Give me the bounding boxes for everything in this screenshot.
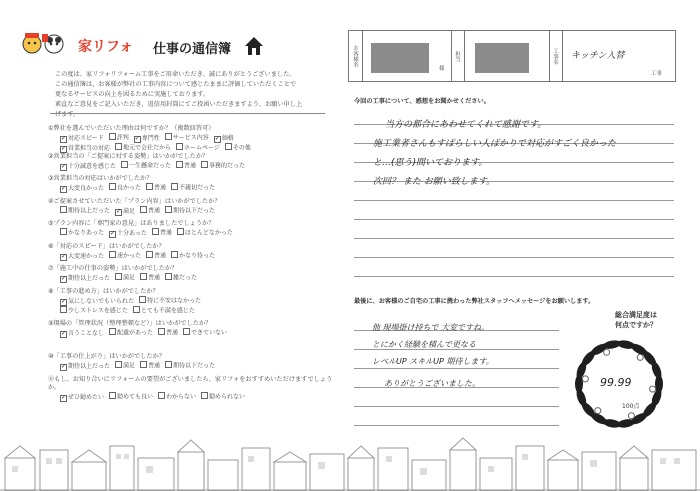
redacted-customer-name (371, 43, 429, 73)
option-checkbox[interactable]: 普通 (176, 161, 196, 171)
option-checkbox[interactable]: 期待以下だった (165, 361, 215, 371)
option-checkbox[interactable]: 地元で会社だから (115, 143, 171, 153)
wreath-flower (650, 386, 656, 392)
survey-question (48, 198, 333, 216)
option-checkbox[interactable]: 評判 (109, 133, 129, 143)
option-checkbox[interactable]: 事務的だった (201, 161, 245, 171)
option-row (48, 183, 333, 193)
option-checkbox[interactable]: 一生懸命だった (121, 161, 171, 171)
wreath-flower (628, 413, 634, 419)
option-checkbox[interactable]: 普通 (146, 183, 166, 193)
question-text: ④ご提案させていただいた「プラン内容」はいかがでしたか？ (48, 198, 221, 205)
survey-question (48, 153, 333, 171)
option-checkbox[interactable]: 普通 (140, 273, 160, 283)
option-checkbox[interactable]: 満足 (115, 361, 135, 371)
survey-question (48, 265, 333, 283)
satisfaction-label (601, 310, 671, 330)
section1-title: 今回の工事について、感想をお聞かせください。 (354, 98, 490, 105)
option-checkbox[interactable]: 良かった (109, 183, 141, 193)
option-row (48, 161, 333, 171)
option-row (48, 206, 333, 216)
wreath-flower (595, 408, 601, 414)
satisfaction-max: 100点 (622, 403, 640, 410)
house-icon (244, 36, 264, 56)
intro-line: げます。 (55, 111, 80, 118)
option-checkbox[interactable]: ✓ 言うことなし (60, 330, 104, 339)
option-row (48, 361, 333, 371)
info-box (348, 30, 676, 82)
option-checkbox[interactable]: 満足 (115, 273, 135, 283)
survey-question (48, 376, 333, 402)
satisfaction-label-line: 総合満足度は (615, 311, 657, 319)
customer-label: お客様名 (349, 31, 363, 81)
option-checkbox[interactable]: 配慮があった (109, 328, 153, 338)
option-checkbox[interactable]: 不親切だった (171, 183, 215, 193)
intro-line: この通信簿は、お客様が弊社の工事内容について感じたままに評価していただくことで (55, 81, 297, 88)
sama-suffix: 様 (439, 66, 445, 72)
option-checkbox[interactable]: できていない (183, 328, 227, 338)
option-checkbox[interactable]: ✓ 十分誠意を感じた (60, 163, 116, 172)
section1-ruled-lines (354, 106, 674, 277)
option-checkbox[interactable]: 勧めても良い (109, 392, 153, 402)
question-text: ②営業担当の「ご提案に対する姿勢」はいかがでしたか？ (48, 153, 209, 160)
option-checkbox[interactable]: ✓ 期待以上だった (60, 363, 110, 372)
section2-line: 他 現場掛け持ちで 大変ですね。 (372, 323, 490, 332)
option-checkbox[interactable]: 普通 (158, 328, 178, 338)
option-checkbox[interactable]: 雑だった (165, 273, 197, 283)
survey-question (48, 320, 333, 338)
satisfaction-score: 99.99 (600, 376, 632, 389)
option-checkbox[interactable]: ✓ 満足 (115, 208, 135, 217)
option-row (48, 143, 333, 153)
intro-line: この度は、家リフォリフォーム工事をご用命いただき、誠にありがとうございました。 (55, 71, 296, 78)
option-checkbox[interactable]: わからない (158, 392, 196, 402)
wreath-flower (604, 349, 610, 355)
question-text: ③営業担当の対応はいかがでしたか？ (48, 175, 153, 182)
question-text: ⑨現場の「管理状況（整理整頓など）」はいかがでしたか？ (48, 320, 212, 327)
question-text: ⑤プラン内容に「専門家の意見」はありましたでしょうか？ (48, 220, 215, 227)
question-text: ⑧「工事の進め方」はいかがでしたか？ (48, 288, 159, 295)
option-checkbox[interactable]: 普通 (140, 361, 160, 371)
divider (50, 113, 325, 114)
option-row (48, 392, 333, 402)
section2-title: 最後に、お客様のご自宅の工事に携わった弊社スタッフへメッセージをお願いします。 (354, 298, 595, 305)
option-checkbox[interactable]: 期待以上だった (60, 206, 110, 216)
section1-line: 当方の都合にあわせてくれて感謝です。 (385, 120, 547, 130)
option-checkbox[interactable]: ✓ 大変良かった (60, 185, 104, 194)
staff-label: 担当 (451, 31, 465, 81)
satisfaction-label-line: 何点ですか？ (615, 321, 657, 329)
option-row (48, 228, 333, 238)
option-checkbox[interactable]: 勧められない (201, 392, 245, 402)
section2-line: とにかく経験を積んで更なる (372, 340, 476, 349)
option-row (48, 296, 333, 306)
option-checkbox[interactable]: 普通 (146, 251, 166, 261)
option-checkbox[interactable]: 少しストレスを感じた (60, 306, 128, 316)
option-checkbox[interactable]: ✓ 専門性 (134, 135, 160, 144)
option-row (48, 133, 333, 143)
wreath-icon (560, 328, 678, 438)
option-checkbox[interactable]: かなりあった (60, 228, 104, 238)
option-checkbox[interactable]: その他 (225, 143, 251, 153)
option-checkbox[interactable]: ✓ 気にしないでもいられた (60, 298, 134, 307)
section1-line: 施工業者さんもすばらしい人ばかりで対応がすごく良かった (373, 139, 617, 149)
option-checkbox[interactable]: 特に不安はなかった (139, 296, 201, 306)
page-title: 仕事の通信簿 (153, 42, 232, 57)
section2-line: ありがとうございました。 (384, 379, 480, 388)
survey-question (48, 125, 333, 153)
option-checkbox[interactable]: ホームページ (176, 143, 220, 153)
option-checkbox[interactable]: 速かった (109, 251, 141, 261)
survey-question (48, 175, 333, 193)
option-row (48, 251, 333, 261)
townscape-illustration (0, 428, 700, 491)
option-checkbox[interactable]: ✓ 大変速かった (60, 253, 104, 262)
survey-question (48, 220, 333, 238)
intro-line: 更なるサービスの向上を図るために実施しております。 (55, 91, 210, 98)
question-text: ⑦「施工中の仕事の姿勢」はいかがでしたか？ (48, 265, 178, 272)
option-checkbox[interactable]: かなり待った (171, 251, 215, 261)
mascot-logo-icon (20, 30, 70, 56)
option-checkbox[interactable]: とても不満を感じた (133, 306, 195, 316)
option-checkbox[interactable]: ✓ 営業担当の対応 (60, 145, 110, 154)
option-checkbox[interactable]: 期待以下だった (165, 206, 215, 216)
work-name: キッチン入替 (571, 51, 625, 61)
survey-question (48, 288, 333, 316)
work-suffix: 工事 (651, 71, 663, 77)
wreath-flower (637, 354, 643, 360)
option-row (48, 273, 333, 283)
option-checkbox[interactable]: ✓ 対応スピード (60, 135, 104, 144)
option-checkbox[interactable]: ✓ ぜひ勧めたい (60, 394, 104, 403)
section1-line: 次回？ また お願い致します。 (373, 177, 496, 187)
option-checkbox[interactable]: ほとんどなかった (177, 228, 233, 238)
section2-line: レベルUP スキルUP 期待します。 (372, 357, 494, 366)
brand-logo-text: 家リフォ (78, 39, 134, 55)
question-text: ⑥「対応のスピード」はいかがでしたか？ (48, 243, 165, 250)
survey-question (48, 243, 333, 261)
question-text: ①弊社を選んでいただいた理由は何ですか？（複数回答可） (48, 125, 215, 132)
option-checkbox[interactable]: 普通 (152, 228, 172, 238)
option-checkbox[interactable]: サービス内容 (165, 133, 209, 143)
work-label: 工事名 (549, 31, 563, 81)
option-checkbox[interactable]: ✓ 十分あった (109, 230, 147, 239)
redacted-staff-name (475, 43, 529, 73)
section1-line: と…(思う)間いております。 (373, 158, 488, 168)
option-checkbox[interactable]: 普通 (140, 206, 160, 216)
wreath-flower (582, 376, 588, 382)
option-row (48, 328, 333, 338)
option-checkbox[interactable]: ✓ 期待以上だった (60, 275, 110, 284)
question-text: ⑪もし、お知り合いにリフォームの要望がございましたら、家リフォをおすすめいただけますでしょうか。 (48, 376, 333, 391)
option-row (48, 306, 333, 316)
option-checkbox[interactable]: ✓ 価格 (214, 135, 234, 144)
survey-question (48, 353, 333, 371)
intro-line: 素直なご意見をご記入いただき、返信用封筒にてご投函いただきますよう、お願い申し上 (55, 101, 303, 108)
question-text: ⑩「工事の仕上がり」はいかがでしたか？ (48, 353, 165, 360)
